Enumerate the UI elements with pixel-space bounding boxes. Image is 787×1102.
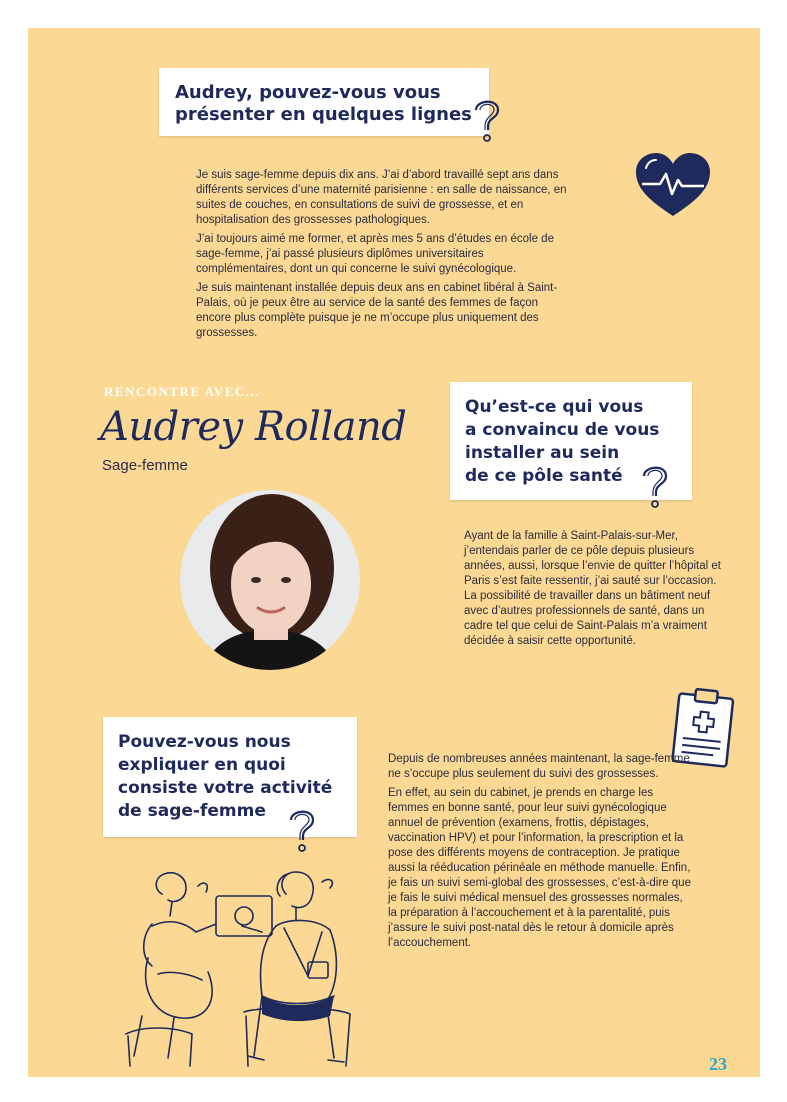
- section-kicker: RENCONTRE AVEC...: [104, 384, 261, 399]
- consultation-illustration: [112, 866, 368, 1072]
- question-mark-icon: [285, 806, 319, 856]
- paragraph: J’ai toujours aimé me former, et après mes 5 ans d’études en école de sage-femme, j’ai passé plusieurs diplômes universitaires complémentaires, dont un qui concerne le suivi gynécologique.: [196, 233, 554, 275]
- paragraph: En effet, au sein du cabinet, je prends en charge les femmes en bonne santé, pour leur suivi gynécologique annuel de prévention (examens, frottis, dépistages, vaccination HPV) et pour l’information, la prescription et la pose des différents moyens de contraception. Je pratique aussi la rééducation périnéale en méthode manuelle. Enfin, je fais un suivi semi-global des grossesses, c’est-à-dire que je fais le suivi médical mensuel des grossesses normales, la préparation à l’accouchement et à la parentalité, puis j’assure le suivi post-natal dès le retour à domicile après l’accouchement.: [388, 787, 691, 949]
- portrait-photo: [180, 480, 360, 680]
- paragraph: Depuis de nombreuses années maintenant, la sage-femme ne s’occupe plus seulement du suivi des grossesses.: [388, 753, 690, 780]
- answer-installation: [464, 529, 726, 653]
- paragraph: Je suis sage-femme depuis dix ans. J’ai d’abord travaillé sept ans dans différents services d’une maternité parisienne : en salle de naissance, en suites de couches, en consultations de suivi de grossesse, et en hospitalisation des grossesses pathologiques.: [196, 169, 567, 226]
- paragraph: Je suis maintenant installée depuis deux ans en cabinet libéral à Saint-Palais, où je peux être au service de la santé des femmes de façon encore plus complète puisque je ne m’occupe plus uniquement des grossesses.: [196, 282, 558, 339]
- question-mark-icon: [638, 462, 672, 512]
- person-role: Sage-femme: [102, 457, 188, 474]
- answer-presentation: [196, 168, 568, 345]
- question-title: Qu’est-ce qui vous a convaincu de vous installer au sein de ce pôle santé: [465, 397, 660, 486]
- heart-pulse-icon: [632, 150, 714, 220]
- question-title: Pouvez-vous nous expliquer en quoi consiste votre activité de sage-femme: [118, 732, 333, 821]
- answer-activity: [388, 752, 694, 955]
- paragraph: Ayant de la famille à Saint-Palais-sur-Mer, j’entendais parler de ce pôle depuis plusieurs années, aussi, lorsque l’envie de quitter l’hôpital et Paris s’est faite ressentir, j’ai sauté sur l’occasion. La possibilité de travailler dans un bâtiment neuf avec d’autres professionnels de santé, dans un cadre tel que celui de Saint-Palais m’a vraiment décidée à saisir cette opportunité.: [464, 530, 721, 647]
- question-mark-icon: [470, 96, 504, 146]
- question-title: Audrey, pouvez-vous vous présenter en quelques lignes: [175, 82, 472, 125]
- page-number: 23: [709, 1054, 727, 1074]
- question-box-presentation: [159, 68, 489, 136]
- person-name: Audrey Rolland: [100, 404, 407, 450]
